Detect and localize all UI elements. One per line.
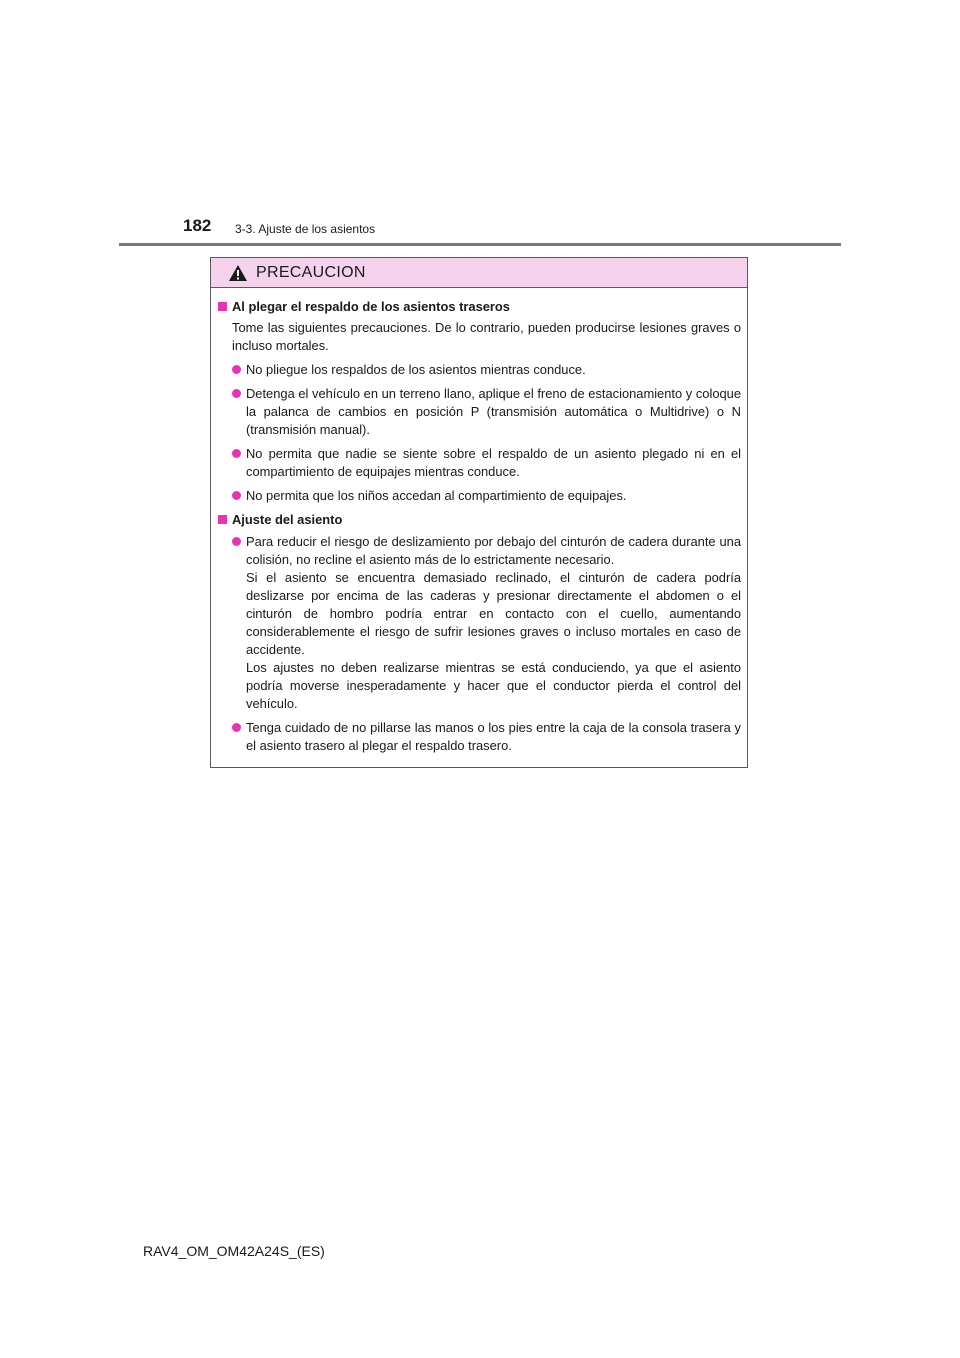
- bullet-text: Detenga el vehículo en un terreno llano, aplique el freno de estacionamiento y coloque la palanca de cambios en posición P (transmisión automática o Multidrive) o N (transmisión manual).: [246, 386, 741, 437]
- list-item: [232, 445, 741, 481]
- round-bullet-icon: [232, 449, 241, 458]
- list-item: [232, 361, 741, 379]
- subheading-folding-rear-seatback: [218, 298, 741, 316]
- list-item: [232, 385, 741, 439]
- warning-triangle-icon: [228, 264, 248, 282]
- subheading-text: Ajuste del asiento: [232, 512, 343, 527]
- caution-header: [211, 258, 747, 288]
- bullet-text: Tenga cuidado de no pillarse las manos o los pies entre la caja de la consola trasera y el asiento trasero al plegar el respaldo trasero.: [246, 720, 741, 753]
- bullet-text: No pliegue los respaldos de los asientos mientras conduce.: [246, 362, 586, 377]
- list-item: [232, 533, 741, 713]
- header-rule: [119, 243, 841, 246]
- round-bullet-icon: [232, 389, 241, 398]
- bullet-text: [246, 533, 741, 713]
- square-bullet-icon: [218, 302, 227, 311]
- bullet-paragraph: Los ajustes no deben realizarse mientras se está conduciendo, ya que el asiento podría moverse inesperadamente y hacer que el conductor pierda el control del vehículo.: [246, 660, 741, 711]
- page-number: 182: [183, 216, 212, 235]
- bullet-paragraph: Para reducir el riesgo de deslizamiento por debajo del cinturón de cadera durante una colisión, no recline el asiento más de lo estrictamente necesario.: [246, 534, 741, 567]
- section-title: 3-3. Ajuste de los asientos: [235, 222, 376, 236]
- intro-paragraph: Tome las siguientes precauciones. De lo contrario, pueden producirse lesiones graves o incluso mortales.: [232, 320, 741, 353]
- list-item: [232, 719, 741, 755]
- bullet-text: No permita que los niños accedan al compartimiento de equipajes.: [246, 488, 627, 503]
- subheading-seat-adjustment: [218, 511, 741, 529]
- subheading-text: Al plegar el respaldo de los asientos traseros: [232, 299, 510, 314]
- caution-title: PRECAUCION: [256, 263, 366, 281]
- round-bullet-icon: [232, 723, 241, 732]
- square-bullet-icon: [218, 515, 227, 524]
- footer-model-code: RAV4_OM_OM42A24S_(ES): [143, 1243, 325, 1259]
- round-bullet-icon: [232, 491, 241, 500]
- list-item: [232, 487, 741, 505]
- bullet-paragraph: Si el asiento se encuentra demasiado reclinado, el cinturón de cadera podría deslizarse por encima de las caderas y presionar directamente el abdomen o el cinturón de hombro podría entrar en contacto con el cuello, aumentando considerablemente el riesgo de sufrir lesiones graves o incluso mortales en caso de accidente.: [246, 570, 741, 657]
- caution-box: [210, 257, 748, 768]
- round-bullet-icon: [232, 365, 241, 374]
- bullet-text: No permita que nadie se siente sobre el respaldo de un asiento plegado ni en el compartimiento de equipajes mientras conduce.: [246, 446, 741, 479]
- round-bullet-icon: [232, 537, 241, 546]
- caution-body: [211, 288, 747, 755]
